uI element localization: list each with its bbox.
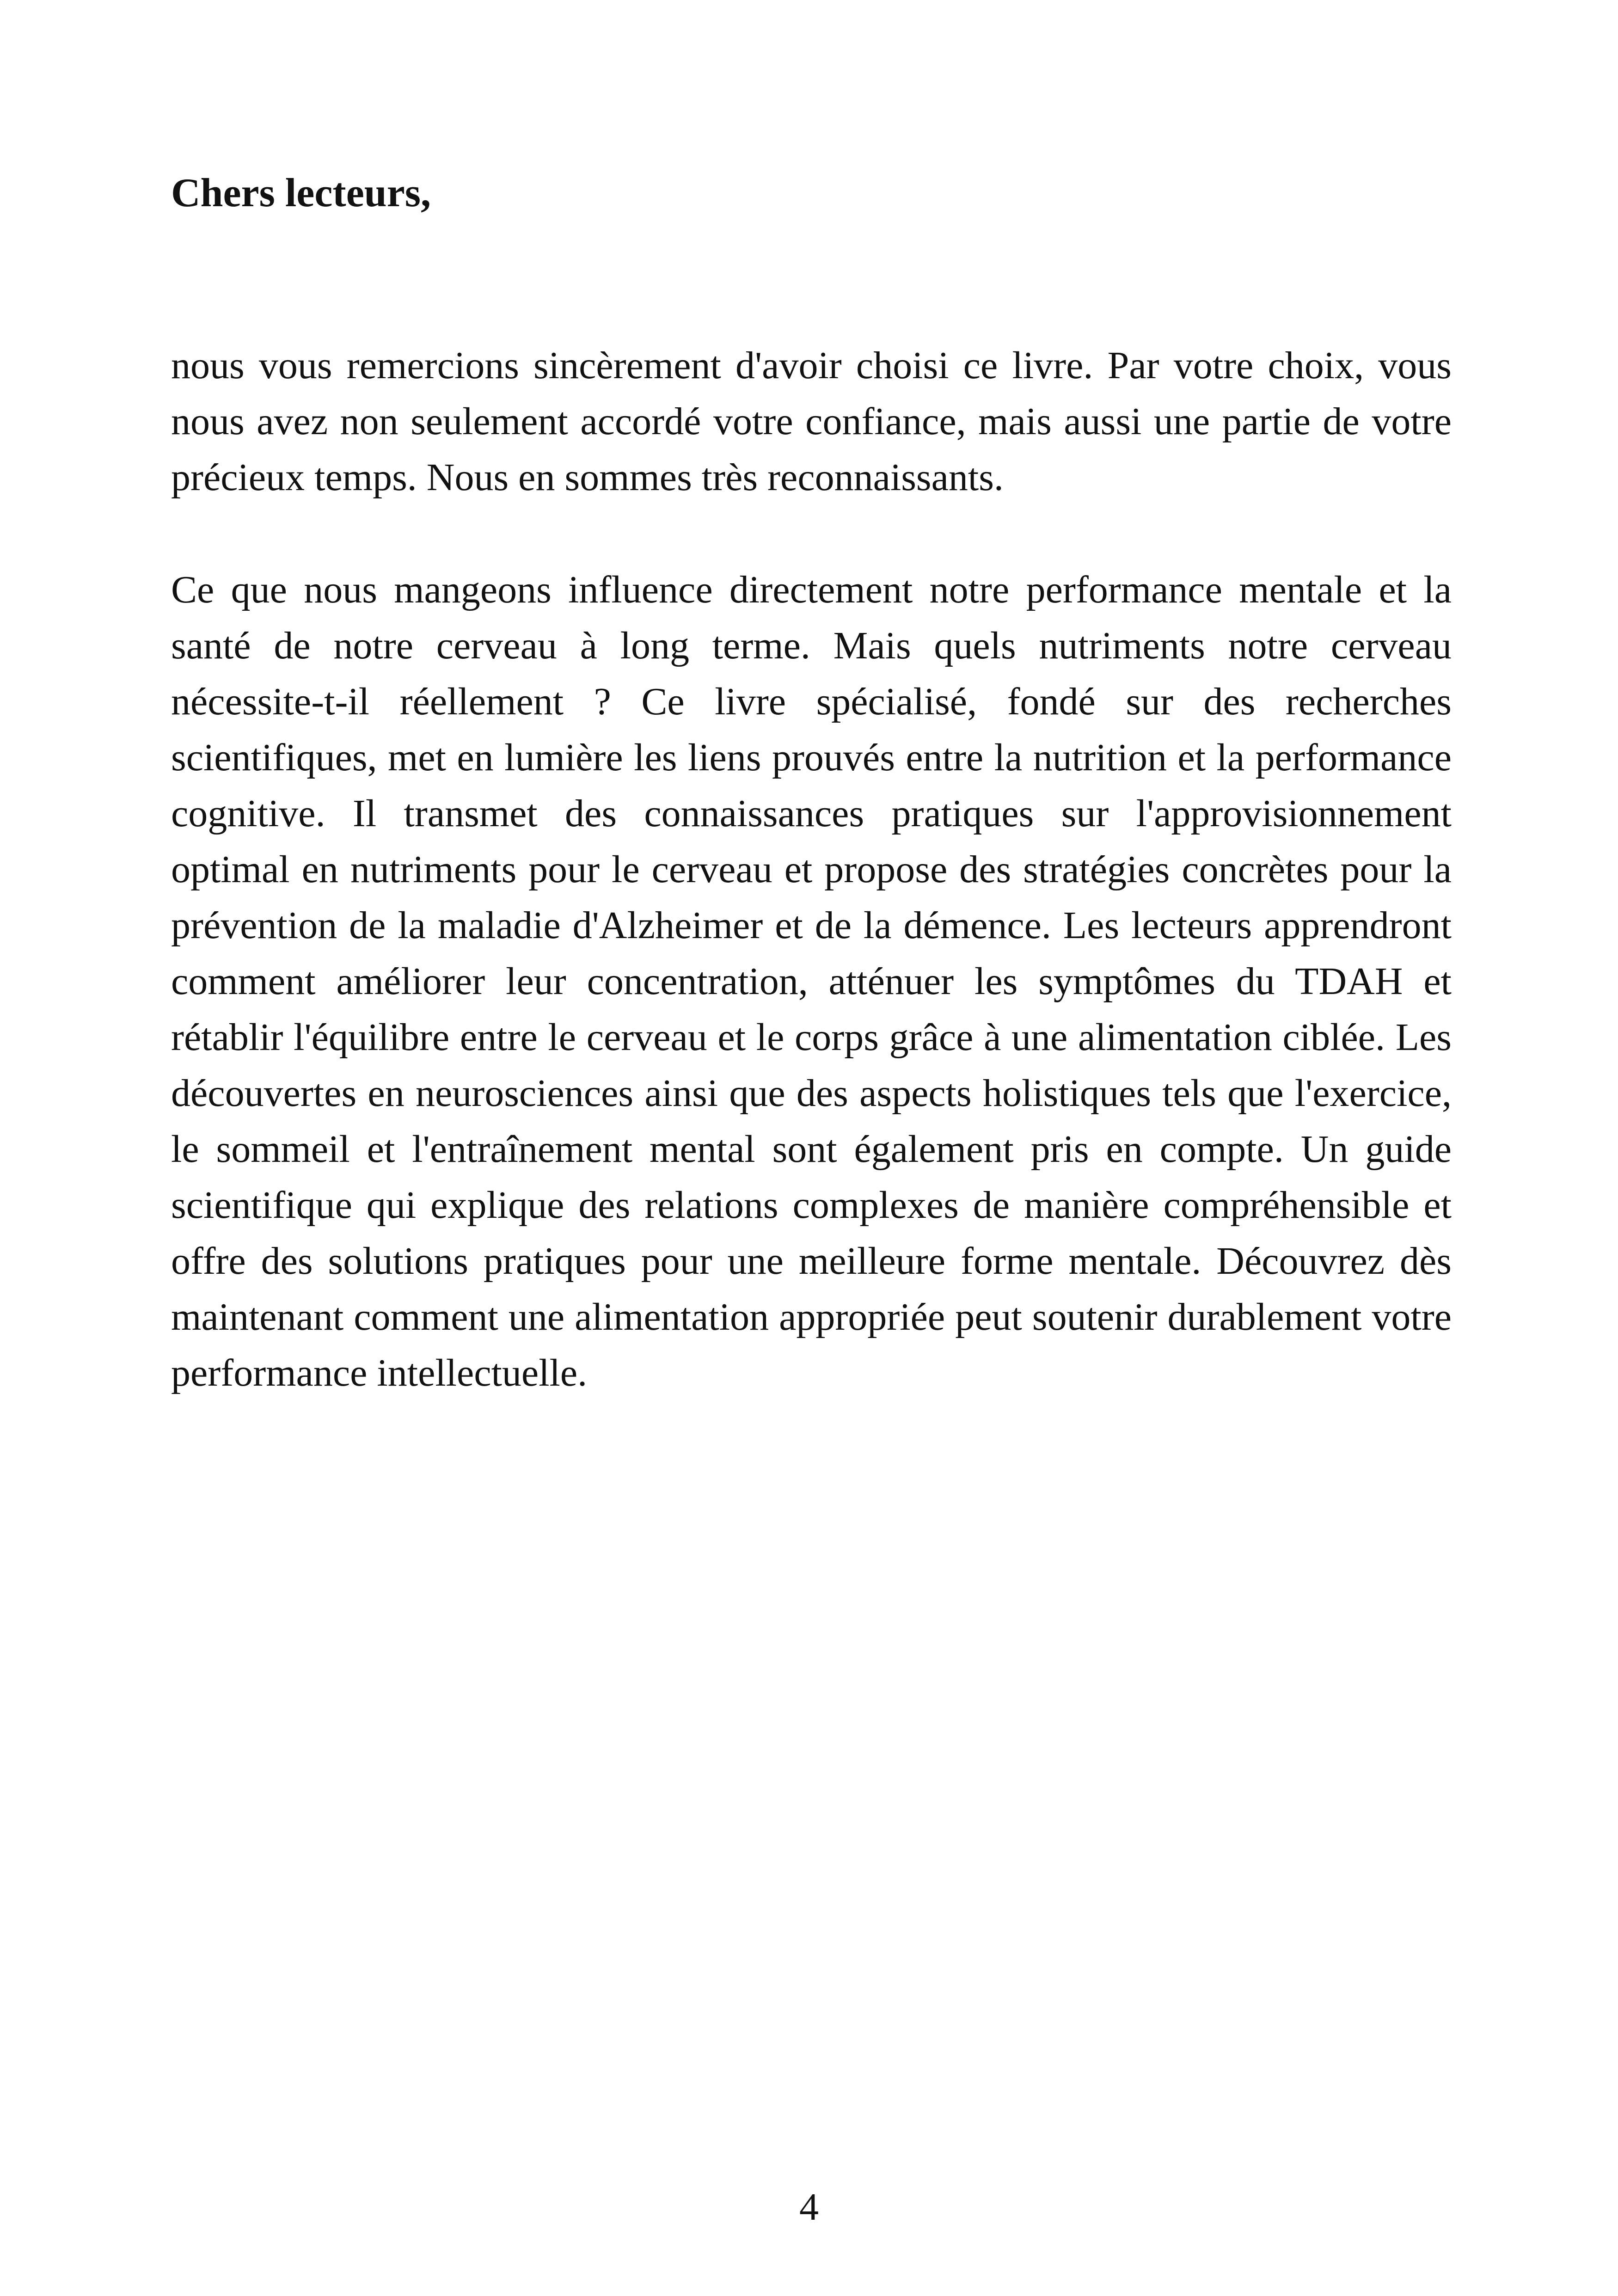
paragraph-book-description: Ce que nous mangeons influence directement notre performance mentale et la santé de notre cerveau à long terme. Mais quels nutriments notre cerveau nécessite-t-il réellement ? Ce livre spécialisé, fondé sur des recherches scientifiques, met en lumière les liens prouvés entre la nutrition et la performance cognitive. Il transmet des connaissances pratiques sur l'approvisionnement optimal en nutriments pour le cerveau et propose des stratégies concrètes pour la prévention de la maladie d'Alzheimer et de la démence. Les lecteurs apprendront comment améliorer leur concentration, atténuer les symptômes du TDAH et rétablir l'équilibre entre le cerveau et le corps grâce à une alimentation ciblée. Les découvertes en neurosciences ainsi que des aspects holistiques tels que l'exercice, le sommeil et l'entraînement mental sont également pris en compte. Un guide scientifique qui explique des relations complexes de manière compréhensible et offre des solutions pratiques pour une meilleure forme mentale. Découvrez dès maintenant comment une alimentation appropriée peut soutenir durablement votre performance intellectuelle. xyxy=(171,568,1452,1394)
page-number: 4 xyxy=(799,2185,819,2228)
paragraph-thanks: nous vous remercions sincèrement d'avoir choisi ce livre. Par votre choix, vous nous avez non seulement accordé votre confiance, mais aussi une partie de votre précieux temps. Nous en sommes très reconnaissants. xyxy=(171,344,1452,499)
salutation-heading: Chers lecteurs, xyxy=(171,171,431,215)
